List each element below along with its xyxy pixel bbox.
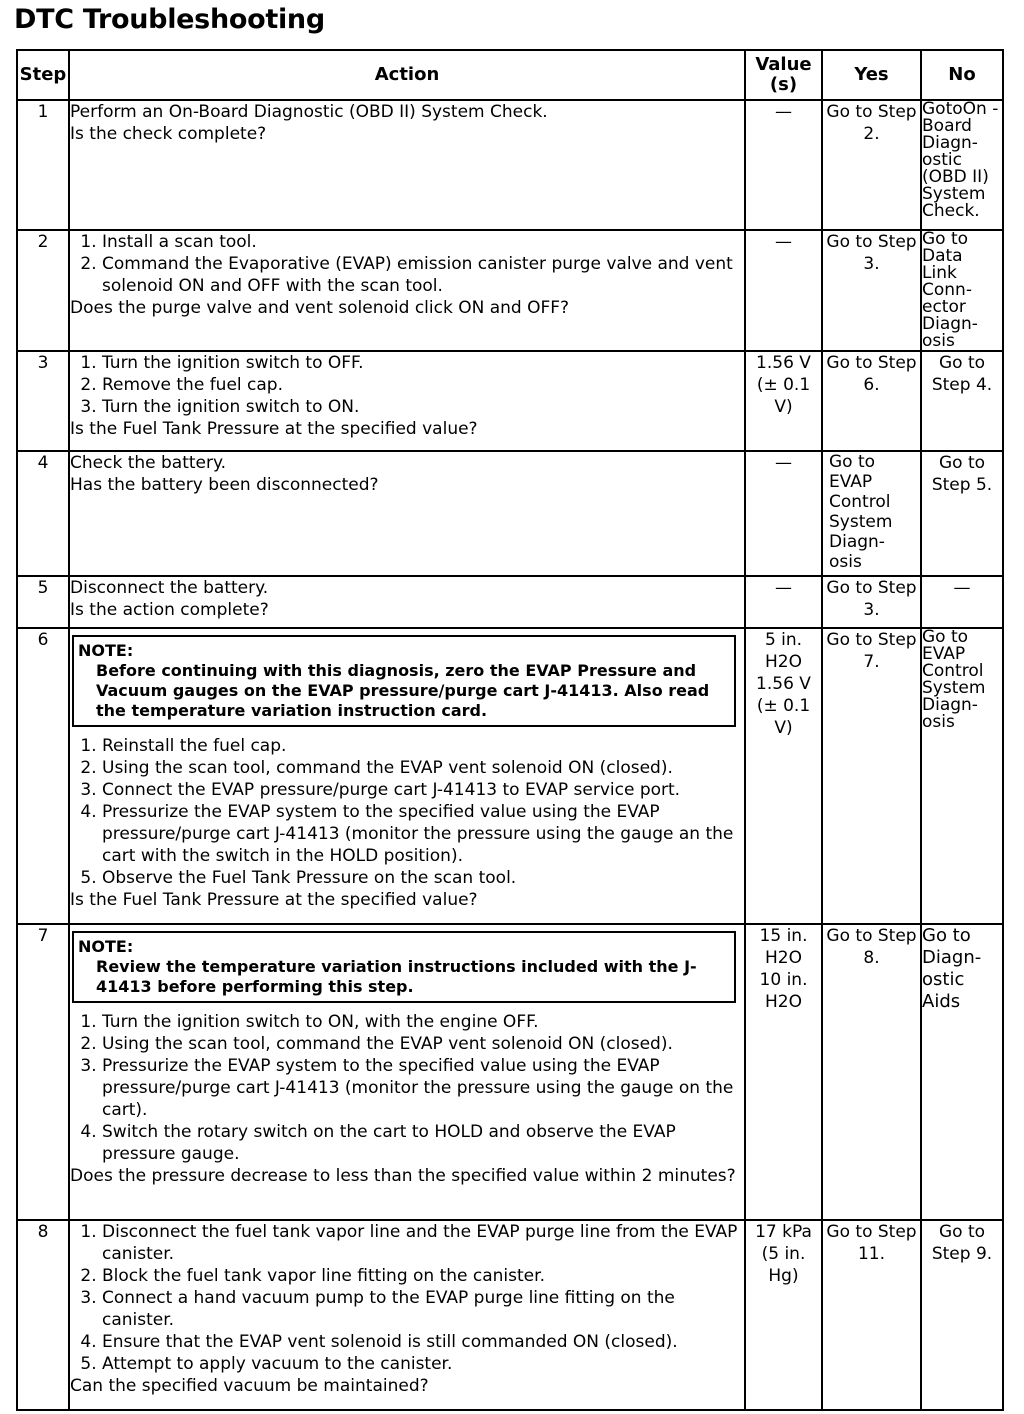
note-label: NOTE: [78,641,134,660]
value-line: 5 in. H2O [764,630,803,672]
value-cell: — [745,451,822,576]
yes-cell: Go to Step 2. [822,100,921,230]
value-cell: — [745,100,822,230]
table-row [17,924,1003,1220]
value-cell: — [745,230,822,351]
note-label: NOTE: [78,937,134,956]
dtc-table [16,49,1004,1411]
step-number: 3 [17,351,69,451]
yes-cell: Go to Step 3. [822,230,921,351]
action-step: 2. Command the Evaporative (EVAP) emission canister purge valve and vent solenoid ON and OFF with the scan tool. [102,253,744,297]
action-step: 4. Ensure that the EVAP vent solenoid is still commanded ON (closed). [102,1331,744,1353]
table-row [17,1220,1003,1410]
action-step: 3. Connect a hand vacuum pump to the EVAP purge line fitting on the canister. [102,1287,744,1331]
action-step: 1. Disconnect the fuel tank vapor line and the EVAP purge line from the EVAP canister. [102,1221,744,1265]
action-cell [69,628,745,924]
step-number: 1 [17,100,69,230]
action-step: 3. Connect the EVAP pressure/purge cart J-41413 to EVAP service port. [102,779,744,801]
action-question: Is the check complete? [70,124,267,144]
no-cell: Go to Step 9. [921,1220,1003,1410]
note-box [72,635,736,727]
yes-cell: Go to EVAP Control System Diagn- osis [822,451,921,576]
action-line: Perform an On-Board Diagnostic (OBD II) System Check. [70,102,548,122]
table-row [17,100,1003,230]
step-number: 8 [17,1220,69,1410]
value-line: 15 in. H2O [759,926,808,968]
table-row [17,351,1003,451]
step-number: 2 [17,230,69,351]
action-line: Check the battery. [70,453,227,473]
yes-cell: Go to Step 8. [822,924,921,1220]
table-row [17,628,1003,924]
action-step: 4. Switch the rotary switch on the cart to HOLD and observe the EVAP pressure gauge. [102,1121,744,1165]
value-line: 10 in. H2O [759,970,808,1012]
header-value: Value (s) [745,50,822,100]
action-question: Is the action complete? [70,600,269,620]
action-step: 1. Turn the ignition switch to OFF. [102,352,744,374]
action-step: 5. Observe the Fuel Tank Pressure on the scan tool. [102,867,744,889]
value-cell: 1.56 V (± 0.1 V) [745,351,822,451]
step-number: 4 [17,451,69,576]
action-cell [69,351,745,451]
action-steps [70,1221,744,1375]
action-steps [70,352,744,418]
step-number: 5 [17,576,69,628]
note-text: Before continuing with this diagnosis, zero the EVAP Pressure and Vacuum gauges on the EVAP pressure/purge cart J-41413. Also read the temperature variation instruction card. [96,661,710,720]
action-step: 1. Turn the ignition switch to ON, with the engine OFF. [102,1011,744,1033]
value-cell: 17 kPa (5 in. Hg) [745,1220,822,1410]
header-yes: Yes [822,50,921,100]
action-step: 2. Using the scan tool, command the EVAP vent solenoid ON (closed). [102,757,744,779]
no-cell: GotoOn -Board Diagn- ostic (OBD II) System Check. [921,100,1003,230]
header-action: Action [69,50,745,100]
yes-cell: Go to Step 3. [822,576,921,628]
action-step: 2. Block the fuel tank vapor line fitting on the canister. [102,1265,744,1287]
header-row [17,50,1003,100]
action-line: Disconnect the battery. [70,578,269,598]
step-number: 6 [17,628,69,924]
step-number: 7 [17,924,69,1220]
value-cell: — [745,576,822,628]
action-question: Does the purge valve and vent solenoid click ON and OFF? [70,298,570,318]
action-cell [69,100,745,230]
action-question: Does the pressure decrease to less than the specified value within 2 minutes? [70,1166,736,1186]
yes-cell: Go to Step 6. [822,351,921,451]
action-cell [69,576,745,628]
no-cell: Go to Diagn- ostic Aids [921,924,1003,1220]
action-cell [69,1220,745,1410]
no-cell: Go to Data Link Conn- ector Diagn- osis [921,230,1003,351]
action-step: 5. Attempt to apply vacuum to the canister. [102,1353,744,1375]
header-no: No [921,50,1003,100]
page-title: DTC Troubleshooting [14,4,325,35]
no-cell: Go to Step 5. [921,451,1003,576]
action-question: Is the Fuel Tank Pressure at the specified value? [70,419,478,439]
table-row [17,576,1003,628]
action-cell [69,230,745,351]
action-step: 3. Turn the ignition switch to ON. [102,396,744,418]
no-cell: Go to EVAP Control System Diagn- osis [921,628,1003,924]
header-step: Step [17,50,69,100]
action-steps [70,231,744,297]
action-step: 2. Using the scan tool, command the EVAP vent solenoid ON (closed). [102,1033,744,1055]
action-step: 1. Install a scan tool. [102,231,744,253]
action-cell [69,924,745,1220]
action-question: Has the battery been disconnected? [70,475,379,495]
action-step: 3. Pressurize the EVAP system to the specified value using the EVAP pressure/purge cart J-41413 (monitor the pressure using the gauge on the cart). [102,1055,744,1121]
note-text: Review the temperature variation instructions included with the J-41413 before performing this step. [96,957,697,996]
action-step: 1. Reinstall the fuel cap. [102,735,744,757]
no-cell: Go to Step 4. [921,351,1003,451]
table-row [17,451,1003,576]
action-question: Can the specified vacuum be maintained? [70,1376,429,1396]
value-line: 1.56 V (± 0.1 V) [756,674,811,738]
table-row [17,230,1003,351]
no-cell: — [921,576,1003,628]
value-cell [745,628,822,924]
action-question: Is the Fuel Tank Pressure at the specified value? [70,890,478,910]
action-cell [69,451,745,576]
yes-cell: Go to Step 7. [822,628,921,924]
note-box [72,931,736,1003]
action-step: 2. Remove the fuel cap. [102,374,744,396]
value-cell [745,924,822,1220]
action-step: 4. Pressurize the EVAP system to the specified value using the EVAP pressure/purge cart J-41413 (monitor the pressure using the gauge an the cart with the switch in the HOLD position). [102,801,744,867]
action-steps [70,1011,744,1165]
yes-cell: Go to Step 11. [822,1220,921,1410]
action-steps [70,735,744,889]
